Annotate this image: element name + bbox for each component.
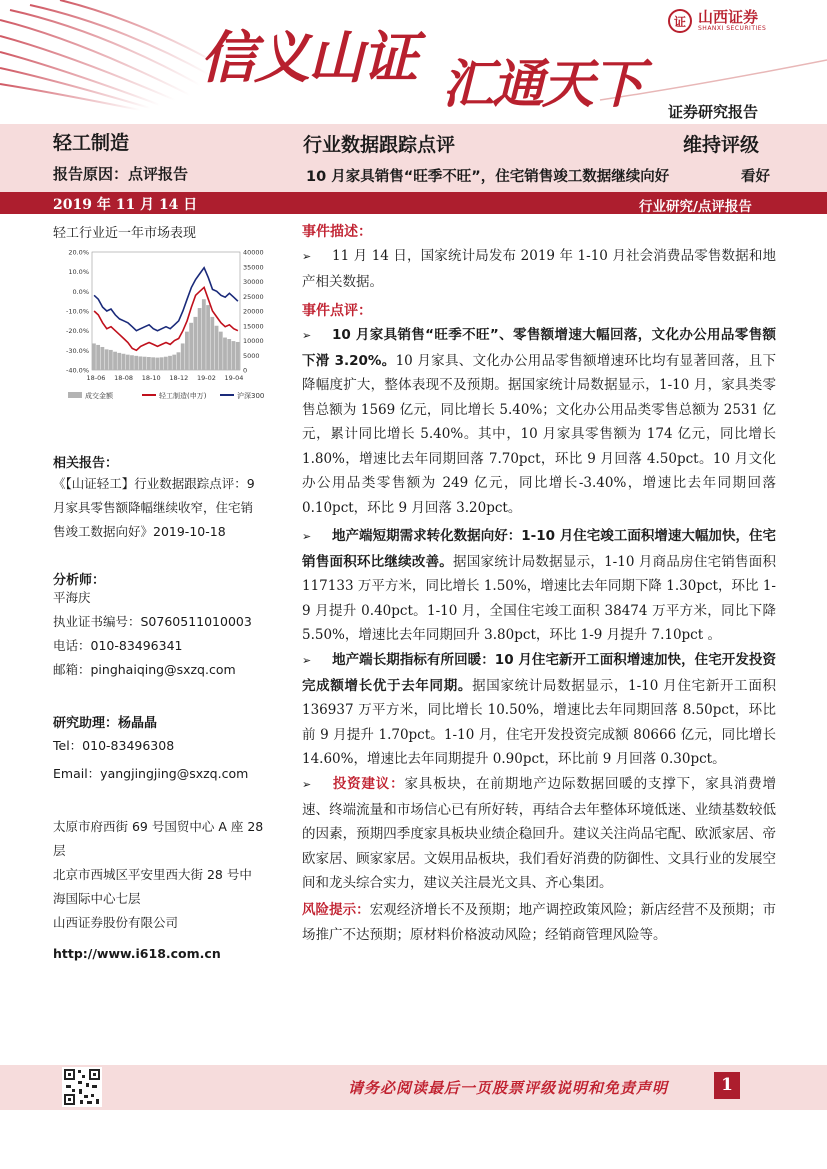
- assistant-label: 研究助理：杨晶晶: [53, 716, 158, 731]
- page-number: 1: [714, 1072, 740, 1099]
- right-tick-label: 25000: [243, 292, 264, 301]
- analyst-info: [53, 586, 252, 682]
- point-2: [302, 524, 776, 648]
- investment-label: 投资建议：: [332, 776, 405, 792]
- x-tick-label: 18-12: [169, 374, 189, 382]
- related-reports: [53, 472, 278, 544]
- logo-cn: 山西证券: [698, 8, 759, 26]
- right-tick-label: 10000: [243, 337, 264, 345]
- left-tick-label: -20.0%: [66, 327, 89, 336]
- volume-bar: [100, 347, 104, 370]
- report-category: 行业研究/点评报告: [639, 199, 752, 215]
- point-1-heading: 10 月家具销售“旺季不旺”、零售额增速大幅回落，文化办公用品零售额下滑 3.20%。: [302, 327, 776, 369]
- legend-label: 沪深300: [237, 392, 265, 400]
- website-link[interactable]: http://www.i618.com.cn: [53, 946, 221, 961]
- right-tick-label: 35000: [243, 263, 264, 272]
- volume-bar: [189, 323, 193, 370]
- volume-bar: [122, 354, 126, 370]
- right-tick-label: 30000: [243, 278, 264, 286]
- volume-bar: [134, 356, 138, 370]
- volume-bar: [155, 358, 159, 370]
- volume-bar: [227, 339, 231, 370]
- volume-bar: [117, 353, 121, 370]
- bullet-arrow-icon: ➢: [302, 329, 312, 342]
- company-name: 山西证券股份有限公司: [53, 915, 179, 930]
- volume-bar: [223, 338, 227, 370]
- analyst-name: 平海庆: [53, 590, 91, 605]
- volume-bar: [160, 357, 164, 370]
- volume-bar: [219, 332, 223, 370]
- volume-bar: [193, 317, 197, 370]
- volume-bar: [96, 345, 100, 370]
- volume-bar: [126, 355, 130, 370]
- volume-bar: [198, 308, 202, 370]
- point-1: [302, 323, 776, 520]
- left-tick-label: -40.0%: [66, 366, 89, 375]
- outlook: 看好: [741, 169, 770, 185]
- right-tick-label: 0: [243, 366, 248, 375]
- event-text: 11 月 14 日，国家统计局发布 2019 年 1-10 月社会消费品零售数据和地产相关数据。: [302, 248, 776, 290]
- point-3-heading: 地产端长期指标有所回暖：10 月住宅新开工面积增速加快，住宅开发投资完成额增长优于去年同期。: [302, 652, 776, 694]
- related-label: 相关报告：: [53, 456, 119, 471]
- x-tick-label: 19-04: [224, 374, 244, 382]
- analyst-cert: 执业证书编号：S0760511010003: [53, 614, 252, 629]
- related-line: 售竣工数据向好》2019-10-18: [53, 524, 226, 539]
- left-tick-label: 10.0%: [68, 268, 89, 277]
- risk-text: 宏观经济增长不及预期；地产调控政策风险；新店经营不及预期；市场推广不达预期；原材料价格波动风险；经销商管理风险等。: [302, 902, 777, 943]
- volume-bar: [236, 342, 240, 370]
- analyst-phone: 电话：010-83496341: [53, 638, 183, 653]
- series-line-csi300: [94, 268, 238, 331]
- volume-bar: [113, 352, 117, 370]
- address-line: 层: [53, 843, 66, 858]
- volume-bar: [92, 343, 96, 370]
- left-tick-label: -30.0%: [66, 346, 89, 355]
- address-block: [53, 815, 278, 935]
- bullet-arrow-icon: ➢: [302, 654, 312, 667]
- volume-bar: [210, 317, 214, 370]
- company-logo: [668, 7, 818, 35]
- risk-label: 风险提示：: [302, 902, 370, 918]
- event-paragraph: [302, 244, 776, 294]
- volume-bar: [206, 305, 210, 370]
- right-tick-label: 5000: [243, 351, 260, 360]
- point-3: [302, 648, 776, 772]
- analyst-email: 邮箱：pinghaiqing@sxzq.com: [53, 662, 236, 677]
- assistant-tel: Tel：010-83496308: [53, 738, 175, 753]
- report-type: 证券研究报告: [668, 103, 759, 121]
- right-tick-label: 20000: [243, 307, 264, 316]
- volume-bar: [232, 341, 236, 370]
- disclaimer: 请务必阅读最后一页股票评级说明和免责声明: [348, 1079, 669, 1097]
- risk-paragraph: [302, 898, 776, 947]
- comment-label: 事件点评：: [302, 303, 372, 319]
- x-tick-label: 19-02: [196, 374, 216, 382]
- right-tick-label: 15000: [243, 322, 264, 331]
- volume-bar: [139, 356, 143, 370]
- investment-text: 家具板块，在前期地产边际数据回暖的支撑下，家具消费增速、终端流量和市场信心已有所好转，再结合去年整体环境低迷、业绩基数较低的因素，预期四季度家具板块业绩企稳回升。建议关注尚品宅配、欧派家居、帝欧家居、顾家家居。文娱用品板块，我们看好消费的防御性、文具行业的发展空间和龙头综合实力，建议关注晨光文具、齐心集团。: [302, 776, 777, 891]
- bullet-arrow-icon: ➢: [302, 778, 312, 791]
- volume-bar: [181, 343, 185, 370]
- address-line: 太原市府西街 69 号国贸中心 A 座 28: [53, 819, 264, 834]
- qr-code: [62, 1067, 102, 1107]
- volume-bar: [172, 355, 176, 370]
- point-4: [302, 772, 776, 896]
- volume-bar: [151, 357, 155, 370]
- volume-bar: [202, 299, 206, 370]
- legend-label: 轻工制造(申万): [159, 392, 207, 400]
- volume-bar: [109, 350, 113, 370]
- chart-svg: [50, 242, 278, 412]
- rating: 维持评级: [683, 134, 760, 156]
- volume-bar: [215, 326, 219, 370]
- header-banner: [0, 0, 827, 125]
- analyst-label: 分析师：: [53, 573, 106, 588]
- report-headline: 10 月家具销售“旺季不旺”，住宅销售竣工数据继续向好: [306, 169, 670, 185]
- point-2-heading: 地产端短期需求转化数据向好：1-10 月住宅竣工面积增速大幅加快，住宅销售面积环比继续改善。: [302, 528, 776, 570]
- volume-bar: [168, 356, 172, 370]
- document-kind: 行业数据跟踪点评: [303, 134, 456, 156]
- left-tick-label: 20.0%: [68, 248, 89, 257]
- related-line: 《【山证轻工】行业数据跟踪点评：9: [53, 476, 255, 491]
- streak-decoration: [0, 0, 220, 110]
- slogan-part-b: 汇通天下: [442, 55, 643, 115]
- x-tick-label: 18-10: [141, 374, 161, 382]
- slogan-part-a: 信义山证: [200, 26, 416, 91]
- bullet-arrow-icon: ➢: [302, 250, 312, 263]
- point-3-text: 据国家统计局数据显示，1-10 月住宅新开工面积 136937 万平方米，同比增长 10.50%，增速比去年同期回落 8.50pct，环比前 9 月提升 1.70pct。1-10 月，住宅开发投资完成额 80666 亿元，同比增长 14.60%，增速比去年同期提升 0.90pct，环比前 9 月回落 0.30pct。: [302, 677, 777, 767]
- volume-bar: [143, 357, 147, 370]
- qr-code-icon: [62, 1067, 102, 1107]
- chart-title: 轻工行业近一年市场表现: [53, 226, 197, 241]
- report-date: 2019 年 11 月 14 日: [53, 197, 198, 213]
- left-tick-label: -10.0%: [66, 307, 89, 316]
- related-line: 月家具零售额降幅继续收窄，住宅销: [53, 500, 254, 515]
- volume-bar: [164, 357, 168, 370]
- assistant-info: [53, 734, 248, 786]
- right-tick-label: 40000: [243, 248, 264, 257]
- legend-swatch: [68, 392, 82, 398]
- x-tick-label: 18-08: [114, 374, 134, 382]
- volume-bar: [105, 349, 109, 370]
- point-1-text: 10 月家具、文化办公用品零售额增速环比均有显著回落，且下降幅度扩大，整体表现不及预期。据国家统计局数据显示，1-10 月，家具类零售总额为 1569 亿元，同比增长 5.40%；文化办公用品类零售总额为 2531 亿元，累计同比增长 5.40%。其中，10 月家具零售额为 174 亿元，同比增长 1.80%，增速比去年同期回落 7.70pct，环比 9 月回落 4.50pct。10 月文化办公用品类零售额为 249 亿元，同比增长-3.40%，增速比去年同期回落 0.10pct，环比 9 月回落 3.20pct。: [302, 352, 777, 516]
- event-label: 事件描述：: [302, 224, 372, 240]
- volume-bar: [130, 355, 134, 370]
- left-tick-label: 0.0%: [72, 287, 89, 296]
- volume-bar: [147, 357, 151, 370]
- market-chart: [50, 242, 278, 412]
- point-2-text: 据国家统计局数据显示，1-10 月商品房住宅销售面积 117133 万平方米，同比增长 1.50%，增速比去年同期下降 1.30pct，环比 1-9 月提升 0.40pct。1-10 月，全国住宅竣工面积 38474 万平方米，同比下降 5.50%，增速比去年同期回升 3.80pct，环比 1-9 月提升 7.10pct 。: [302, 553, 777, 643]
- address-line: 海国际中心七层: [53, 891, 141, 906]
- assistant-email: Email：yangjingjing@sxzq.com: [53, 766, 249, 781]
- legend-label: 成交金额: [85, 392, 113, 400]
- logo-text: [698, 10, 766, 32]
- logo-en: SHANXI SECURITIES: [698, 25, 767, 32]
- logo-mark-icon: 证: [668, 9, 692, 33]
- x-tick-label: 18-06: [86, 374, 106, 382]
- report-reason: 报告原因：点评报告: [53, 165, 189, 183]
- address-line: 北京市西城区平安里西大街 28 号中: [53, 867, 252, 882]
- volume-bar: [177, 352, 181, 370]
- industry-title: 轻工制造: [53, 132, 130, 154]
- bullet-arrow-icon: ➢: [302, 530, 312, 543]
- volume-bar: [185, 332, 189, 370]
